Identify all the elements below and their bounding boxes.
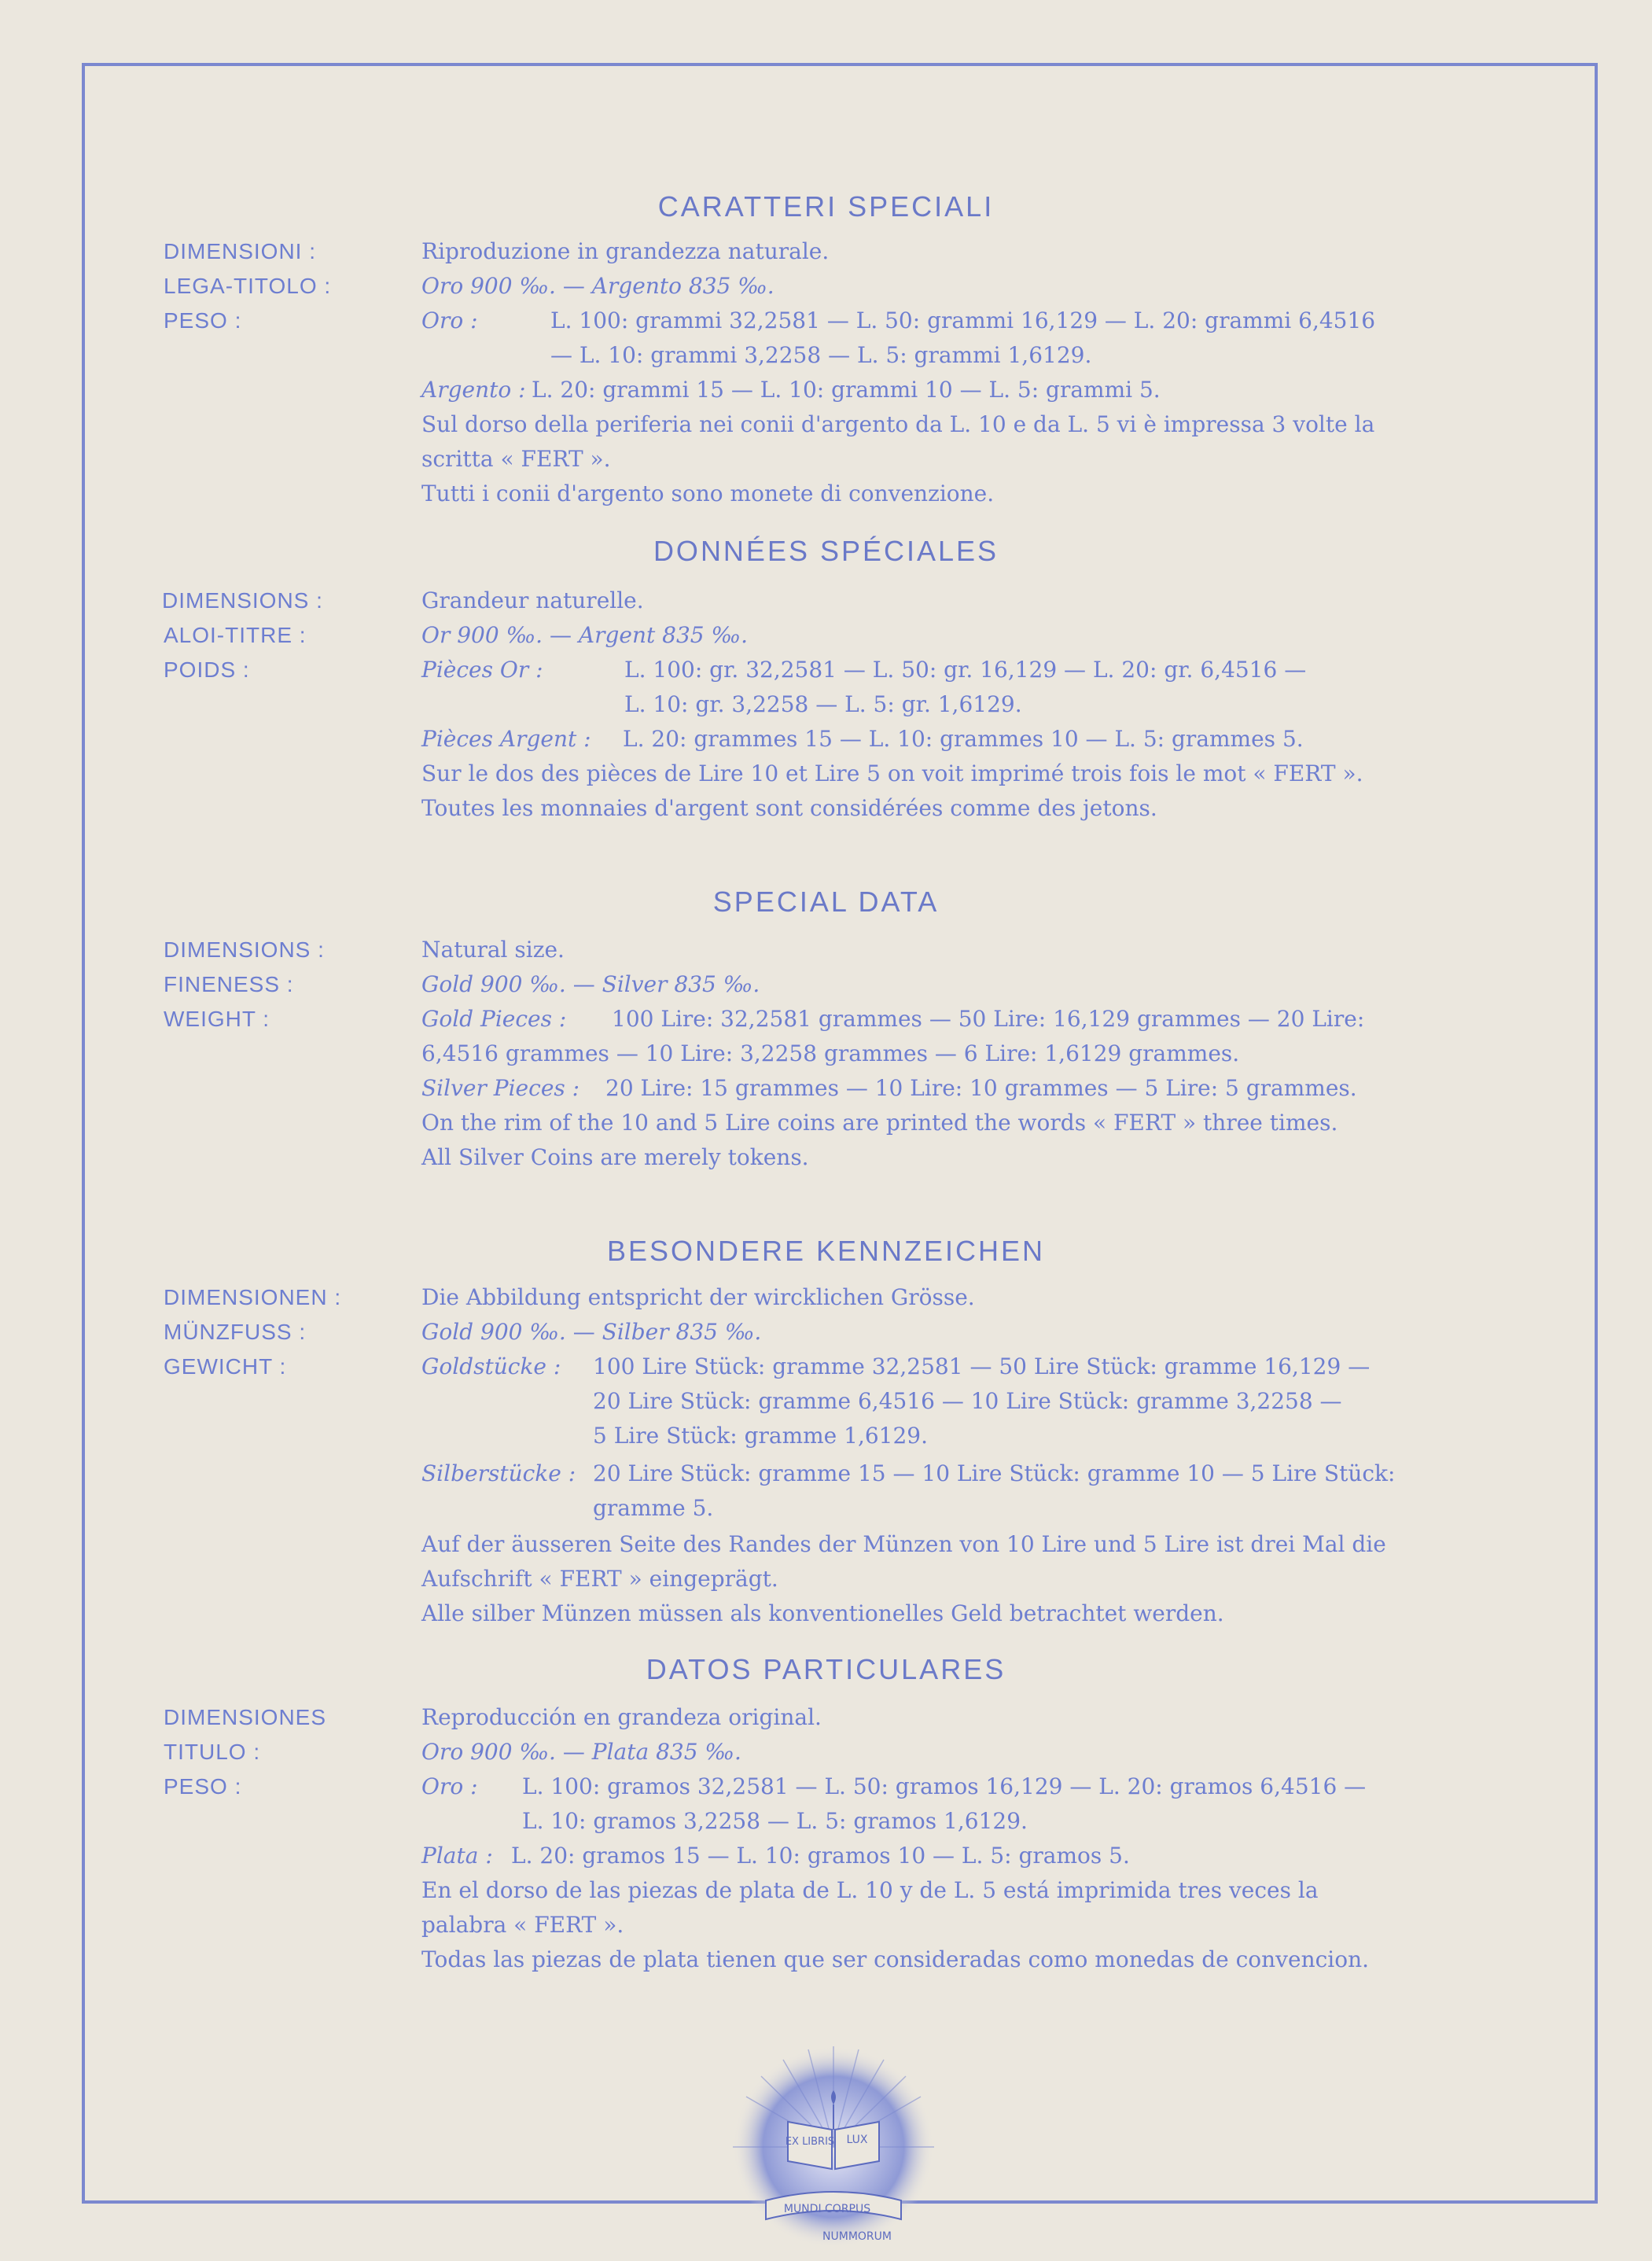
silver-label: Silver Pieces : <box>421 1075 580 1101</box>
seal-book-right: LUX <box>846 2134 868 2146</box>
note-line-1: Sur le dos des pièces de Lire 10 et Lire 5 on voit imprimé trois fois le mot « FERT ». <box>421 760 1363 786</box>
ex-libris-seal <box>731 2029 936 2258</box>
alloy-sep: — <box>555 1739 592 1765</box>
section-title-english: SPECIAL DATA <box>712 886 940 918</box>
alloy-silver: Argent 835 ‰. <box>578 622 748 648</box>
section-title-spanish: DATOS PARTICULARES <box>646 1653 1006 1685</box>
alloy-gold: Oro 900 ‰. <box>421 273 556 299</box>
gold-weight-line-1: 100 Lire: 32,2581 grammes — 50 Lire: 16,129 grammes — 20 Lire: <box>612 1006 1365 1032</box>
gold-label: Oro : <box>421 307 478 333</box>
gold-weight-line-1: L. 100: gramos 32,2581 — L. 50: gramos 16,129 — L. 20: gramos 6,4516 — <box>522 1773 1367 1799</box>
alloy-gold: Oro 900 ‰. <box>421 1739 556 1765</box>
label-dimensioni: DIMENSIONI : <box>164 239 317 263</box>
gold-weight-line-2: L. 10: gr. 3,2258 — L. 5: gr. 1,6129. <box>624 691 1022 717</box>
label-poids: POIDS : <box>164 657 250 682</box>
label-titulo: TITULO : <box>164 1740 261 1764</box>
alloy-line <box>421 269 774 304</box>
gold-weight-line-2: 6,4516 grammes — 10 Lire: 3,2258 grammes — 6 Lire: 1,6129 grammes. <box>421 1040 1240 1066</box>
dimension-text: Natural size. <box>421 937 565 963</box>
silver-weight-line: 20 Lire Stück: gramme 15 — 10 Lire Stück: gramme 10 — 5 Lire Stück: <box>593 1460 1396 1486</box>
gold-weight-line-1: L. 100: gr. 32,2581 — L. 50: gr. 16,129 — L. 20: gr. 6,4516 — <box>624 657 1307 683</box>
alloy-silver: Silver 835 ‰. <box>602 971 760 997</box>
alloy-gold: Gold 900 ‰. <box>421 971 566 997</box>
gold-label: Goldstücke : <box>421 1353 561 1379</box>
alloy-line <box>421 618 748 653</box>
section-title-german: BESONDERE KENNZEICHEN <box>606 1235 1046 1267</box>
note-line-2: All Silver Coins are merely tokens. <box>421 1144 809 1170</box>
silver-weight-line: L. 20: grammes 15 — L. 10: grammes 10 — L. 5: grammes 5. <box>623 726 1304 752</box>
dimension-text: Grandeur naturelle. <box>421 587 644 613</box>
label-aloi-titre: ALOI-TITRE : <box>164 623 307 647</box>
gold-weight-line-2: — L. 10: grammi 3,2258 — L. 5: grammi 1,6129. <box>550 342 1092 368</box>
alloy-gold: Or 900 ‰. <box>421 622 543 648</box>
note-line-2: Toutes les monnaies d'argent sont considérées comme des jetons. <box>421 795 1157 821</box>
label-dimensions-fr: DIMENSIONS : <box>162 588 323 613</box>
seal-book-left: EX LIBRIS <box>785 2136 835 2148</box>
gold-weight-line-2: L. 10: gramos 3,2258 — L. 5: gramos 1,6129. <box>522 1808 1028 1834</box>
section-title-italian: CARATTERI SPECIALI <box>657 190 995 223</box>
alloy-line <box>421 1315 761 1350</box>
section-title-french: DONNÉES SPÉCIALES <box>653 535 999 567</box>
note-line-1: Auf der äusseren Seite des Randes der Münzen von 10 Lire und 5 Lire ist drei Mal die <box>421 1531 1386 1557</box>
alloy-gold: Gold 900 ‰. <box>421 1319 566 1345</box>
silver-weight-line: 20 Lire: 15 grammes — 10 Lire: 10 grammes — 5 Lire: 5 grammes. <box>605 1075 1357 1101</box>
gold-label: Pièces Or : <box>421 657 543 683</box>
silver-label: Silberstücke : <box>421 1460 576 1486</box>
label-dimensionen: DIMENSIONEN : <box>164 1285 342 1309</box>
dimension-text: Die Abbildung entspricht der wircklichen Grösse. <box>421 1284 975 1310</box>
gold-weight-line-1: 100 Lire Stück: gramme 32,2581 — 50 Lire Stück: gramme 16,129 — <box>593 1353 1371 1379</box>
silver-label: Plata : <box>421 1843 493 1869</box>
alloy-silver: Plata 835 ‰. <box>591 1739 741 1765</box>
gold-weight-line-1: L. 100: grammi 32,2581 — L. 50: grammi 16,129 — L. 20: grammi 6,4516 <box>550 307 1376 333</box>
alloy-silver: Argento 835 ‰. <box>591 273 774 299</box>
note-line-1: On the rim of the 10 and 5 Lire coins are printed the words « FERT » three times. <box>421 1110 1338 1136</box>
gold-label: Gold Pieces : <box>421 1006 567 1032</box>
note-line-1: En el dorso de las piezas de plata de L. 10 y de L. 5 está imprimida tres veces la <box>421 1877 1319 1903</box>
gold-weight-line-2: 20 Lire Stück: gramme 6,4516 — 10 Lire Stück: gramme 3,2258 — <box>593 1388 1342 1414</box>
alloy-sep: — <box>565 1319 602 1345</box>
silver-weight-line-2: gramme 5. <box>593 1495 714 1521</box>
label-fineness: FINENESS : <box>164 972 294 996</box>
note-line-3: Tutti i conii d'argento sono monete di convenzione. <box>421 481 995 506</box>
note-line-1: Sul dorso della periferia nei conii d'argento da L. 10 e da L. 5 vi è impressa 3 volte la <box>421 411 1375 437</box>
silver-weight-line: L. 20: gramos 15 — L. 10: gramos 10 — L. 5: gramos 5. <box>511 1843 1130 1869</box>
seal-ribbon-1: MUNDI CORPUS <box>783 2203 871 2215</box>
seal-graphic <box>731 2029 936 2258</box>
label-peso: PESO : <box>164 308 242 333</box>
dimension-text: Reproducción en grandeza original. <box>421 1704 822 1730</box>
gold-weight-line-3: 5 Lire Stück: gramme 1,6129. <box>593 1423 929 1449</box>
label-munzfuss: MÜNZFUSS : <box>164 1320 307 1344</box>
label-dimensiones: DIMENSIONES <box>164 1705 327 1729</box>
note-line-3: Todas las piezas de plata tienen que ser consideradas como monedas de convencion. <box>421 1946 1370 1972</box>
alloy-sep: — <box>543 622 579 648</box>
label-gewicht: GEWICHT : <box>164 1354 287 1379</box>
silver-label: Argento : <box>421 377 526 403</box>
note-line-2: scritta « FERT ». <box>421 446 611 472</box>
label-peso-es: PESO : <box>164 1774 242 1799</box>
alloy-silver: Silber 835 ‰. <box>602 1319 762 1345</box>
note-line-2: Aufschrift « FERT » eingeprägt. <box>421 1566 778 1592</box>
silver-label: Pièces Argent : <box>421 726 591 752</box>
silver-weight-line: L. 20: grammi 15 — L. 10: grammi 10 — L. 5: grammi 5. <box>532 377 1161 403</box>
dimension-text: Riproduzione in grandezza naturale. <box>421 238 830 264</box>
alloy-line <box>421 967 760 1002</box>
gold-label: Oro : <box>421 1773 478 1799</box>
alloy-line <box>421 1735 741 1769</box>
label-weight: WEIGHT : <box>164 1007 270 1031</box>
note-line-2: palabra « FERT ». <box>421 1912 624 1938</box>
note-line-3: Alle silber Münzen müssen als konventionelles Geld betrachtet werden. <box>421 1600 1224 1626</box>
alloy-sep: — <box>555 273 592 299</box>
label-lega-titolo: LEGA-TITOLO : <box>164 274 332 298</box>
alloy-sep: — <box>565 971 602 997</box>
seal-ribbon-2: NUMMORUM <box>822 2230 892 2243</box>
label-dimensions-en: DIMENSIONS : <box>164 937 325 962</box>
